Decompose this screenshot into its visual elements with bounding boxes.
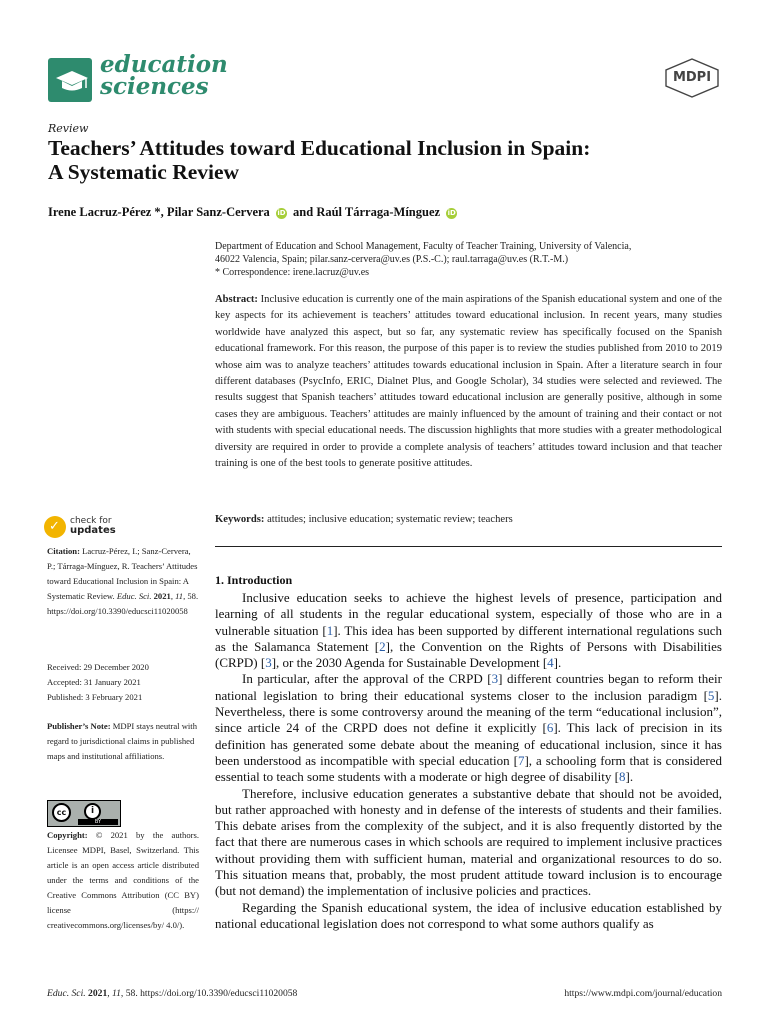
date-accepted: Accepted: 31 January 2021 [47, 677, 141, 687]
abstract-text: Inclusive education is currently one of the main aspirations of the Spanish educational system and one of the key aspects for its achievement is teachers’ attitudes toward educational inclusion. In recent years, many studies worldwide have analyzed this aspect, but so far, any systematic review has specifically focused on the Spanish educational framework. For this reason, the purpose of this paper is to review the studies published from 2010 to 2019 whose aim was to analyze teachers’ attitudes towards educational inclusion in Spain. After a literature search in four different databases (PsycInfo, ERIC, Dialnet Plus, and Google Scholar), 34 studies were selected and reviewed. The results suggest that Spanish teachers’ attitudes toward educational inclusion are generally positive, although in some cases they are ambiguous. Teachers’ attitudes are mainly influenced by the amount of training and their contact or not with students with special educational needs. The discussion highlights that more studies with a greater methodological diversity are required in order to provide a complete analysis of teachers’ attitudes toward inclusion and that teacher training is one of the best tools to generate positive attitudes. [215, 294, 722, 470]
citation-label: Citation: [47, 546, 80, 556]
copyright-text: © 2021 by the authors. Licensee MDPI, Basel, Switzerland. This article is an open access article distributed under the terms and conditions of the Creative Commons Attribution (CC BY) license (https:// creativecommons.org/licenses/by/ 4.0/). [47, 830, 199, 930]
keywords-text: attitudes; inclusive education; systematic review; teachers [267, 514, 513, 525]
divider [215, 546, 722, 547]
orcid-icon[interactable]: iD [277, 209, 286, 217]
paragraph: Regarding the Spanish educational system, the idea of inclusive education established by national educational legislation does not correspond to what some authors qualify as [215, 899, 722, 931]
publisher-logo-text: MDPI [672, 70, 712, 85]
cc-by-label: BY [78, 819, 118, 825]
paragraph: In particular, after the approval of the CRPD [3] different countries began to reform their national legislation to bring their educational systems closer to the inclusion paradigm [5]. Nevertheless, there is some controversy around the meaning of the term “educational inclusion”, since article 24 of the CRPD does not define it explicitly [6]. This lack of precision in its definition has generated some debate about the meaning of educational inclusion, since it has been understood as incompatible with special education [7], a schooling form that is considered essential to teach some students with a moderate or high degree of disability [8]. [215, 671, 723, 785]
paragraph: Therefore, inclusive education generates a substantive debate that should not be avoided, but rather approached with honesty and in defense of the interests of students and their families. This debate arises from the complexity of the subject, and it is also frequently distorted by the fact that there are numerous cases in which schools are required to implement inclusive practices without providing them with sufficient human, material and organizational resources to do so. This situation means that, probably, the most prudent attitude toward inclusion is to encourage (but not demand) the implementation of inclusive policies and practices. [215, 785, 722, 899]
article-type: Review [48, 122, 89, 135]
publisher-note [47, 719, 199, 764]
footer-citation: Educ. Sci. 2021, 11, 58. https://doi.org/10.3390/educsci11020058 [47, 988, 298, 999]
copyright-label: Copyright: [47, 830, 88, 840]
journal-name-line2: sciences [100, 73, 209, 100]
citation-year: 2021 [153, 591, 171, 601]
cc-icon: cc [52, 803, 71, 822]
page-footer [47, 988, 722, 999]
publisher-note-label: Publisher’s Note: [47, 721, 111, 731]
journal-name [100, 51, 228, 100]
citation-text: Lacruz-Pérez, I.; Sanz-Cervera, P.; Tárraga-Mínguez, R. Teachers’ Attitudes toward Educational Inclusion in Spain: A Systematic Review. [47, 546, 198, 601]
attribution-icon: i [84, 803, 101, 820]
check-updates-line2: updates [70, 525, 116, 536]
paragraph: Inclusive education seeks to achieve the highest levels of presence, participation and learning of all students in the regular educational system, especially of those who are in a vulnerable situation [1]. This idea has been supported by different international regulations such as the Salamanca Statement [2], the Convention on the Rights of Persons with Disabilities (CRPD) [3], or the 2030 Agenda for Sustainable Development [4]. [215, 590, 722, 671]
citation-block: Citation: Lacruz-Pérez, I.; Sanz-Cervera, P.; Tárraga-Mínguez, R. Teachers’ Attitudes toward Educational Inclusion in Spain: A Systematic Review. Educ. Sci. 2021, 11, 58. https://doi.org/10.3390/educsci11020058 [47, 546, 199, 616]
citation-link[interactable]: 1 [326, 622, 334, 638]
citation-link[interactable]: 5 [707, 687, 715, 703]
title-line-1: Teachers’ Attitudes toward Educational Inclusion in Spain: [48, 136, 591, 160]
article-title [48, 136, 728, 184]
title-line-2: A Systematic Review [48, 160, 240, 184]
check-updates-line1: check for [70, 516, 112, 526]
author-list [48, 205, 460, 220]
citation-link[interactable]: 2 [379, 638, 386, 654]
copyright-block [47, 828, 199, 933]
keywords-label: Keywords: [215, 514, 265, 525]
citation-link[interactable]: 7 [517, 752, 525, 768]
publisher-note-text: MDPI stays neutral with regard to jurisdictional claims in published maps and institutional affiliations. [47, 721, 197, 761]
citation-link[interactable]: 3 [265, 655, 272, 671]
date-received: Received: 29 December 2020 [47, 662, 149, 672]
keywords [215, 514, 722, 525]
dates-block [47, 660, 199, 705]
correspondence: * Correspondence: irene.lacruz@uv.es [215, 267, 370, 278]
citation-link[interactable]: 4 [547, 655, 554, 671]
citation-link[interactable]: 8 [618, 769, 626, 785]
citation-link[interactable]: 3 [491, 671, 499, 687]
abstract-label: Abstract: [215, 294, 258, 305]
date-published: Published: 3 February 2021 [47, 692, 143, 702]
footer-journal-url[interactable]: https://www.mdpi.com/journal/education [564, 988, 722, 999]
journal-logo-icon [48, 58, 92, 102]
mdpi-logo-icon [664, 58, 720, 98]
authors-part-2: and Raúl Tárraga-Mínguez [293, 205, 441, 219]
cc-by-license-icon[interactable] [47, 800, 121, 827]
orcid-icon[interactable]: iD [447, 209, 456, 217]
affiliation-line: Department of Education and School Management, Faculty of Teacher Training, University of Valencia, [215, 241, 632, 252]
citation-journal: Educ. Sci. [116, 591, 152, 601]
citation-link[interactable]: 6 [546, 720, 554, 736]
citation-volume: 11 [175, 591, 184, 601]
affiliation-line: 46022 Valencia, Spain; pilar.sanz-cervera@uv.es (P.S.-C.); raul.tarraga@uv.es (R.T.-M.) [215, 254, 569, 265]
journal-name-line1: education [100, 51, 228, 78]
section-heading: 1. Introduction [215, 573, 293, 587]
check-for-updates-button[interactable]: ✓ check for updates [44, 514, 184, 540]
abstract [215, 292, 722, 472]
affiliations [215, 240, 725, 279]
authors-part-1: Irene Lacruz-Pérez *, Pilar Sanz-Cervera [48, 205, 270, 219]
body-text [215, 590, 722, 932]
citation-doi[interactable]: , 58. https://doi.org/10.3390/educsci11020058 [47, 591, 199, 616]
